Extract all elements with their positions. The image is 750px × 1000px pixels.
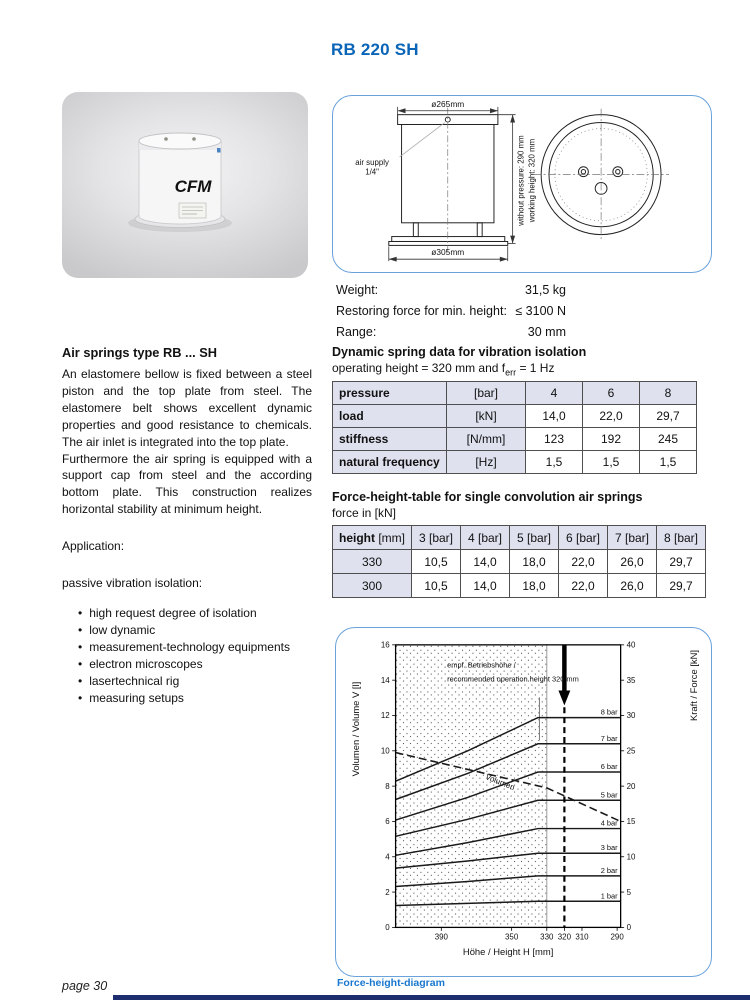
left-tick-label: 10 (380, 746, 390, 756)
spec-value: ≤ 3100 N (515, 304, 566, 318)
table-row (333, 405, 697, 428)
left-tick-label: 12 (380, 711, 390, 721)
top-bolt-hole (164, 137, 168, 141)
page-number: page 30 (62, 979, 108, 993)
force-cell: 18,0 (510, 574, 559, 598)
row-unit: [N/mm] (447, 428, 526, 451)
operation-height-arrow-head (558, 690, 570, 705)
valve-mark (217, 148, 221, 153)
cell-value: 29,7 (640, 405, 697, 428)
dim-arrow (500, 257, 508, 262)
application-subtitle: passive vibration isolation: (62, 576, 203, 590)
force-cell: 14,0 (461, 574, 510, 598)
table-row (333, 550, 706, 574)
cell-value: 123 (526, 428, 583, 451)
table-row (333, 428, 697, 451)
pressure-header-cell: 7 [bar] (608, 526, 657, 550)
right-axis-title: Kraft / Force [kN] (687, 649, 699, 722)
left-tick-label: 4 (385, 852, 390, 862)
dynamic-table-subheading (332, 361, 554, 377)
page-title: RB 220 SH (331, 40, 419, 59)
application-bullet: • electron microscopes (78, 656, 324, 673)
force-table-heading: Force-height-table for single convolution air springs (332, 490, 643, 504)
dim-arrow (398, 108, 406, 113)
force-cell: 10,5 (412, 550, 461, 574)
spec-row (336, 304, 566, 325)
force-cell: 22,0 (559, 574, 608, 598)
spec-value: 31,5 kg (524, 283, 566, 297)
subheading-suffix: = 1 Hz (516, 361, 555, 375)
force-height-table (332, 525, 706, 598)
cell-value: 245 (640, 428, 697, 451)
curve-label: 3 bar (600, 843, 618, 853)
cell-value: 8 (640, 382, 697, 405)
curve-label: 5 bar (600, 790, 618, 800)
force-cell: 29,7 (657, 574, 706, 598)
row-label: pressure (333, 382, 447, 405)
x-tick-label: 290 (610, 932, 624, 942)
force-cell: 26,0 (608, 550, 657, 574)
height-header-bold: height (339, 530, 375, 545)
product-photo (62, 92, 308, 278)
subheading-subscript: err (505, 367, 517, 378)
pressure-header-cell: 5 [bar] (510, 526, 559, 550)
base-plate (389, 241, 508, 245)
air-supply-size-label: 1/4" (365, 167, 379, 177)
spec-label: Weight: (336, 283, 379, 297)
pressure-header-cell: 6 [bar] (559, 526, 608, 550)
row-label: load (333, 405, 447, 428)
left-tick-label: 14 (380, 675, 390, 685)
top-bolt-hole (192, 137, 196, 141)
right-tick-label: 20 (626, 781, 636, 791)
description-paragraph-1: An elastomere bellow is fixed between a steel piston and the top plate from steel. The elastomere belt shows excellent dynamic properties and good resistance to chemicals. The air inlet is integrated into the top plate. (62, 367, 312, 449)
right-tick-label: 25 (626, 746, 636, 756)
row-unit: [bar] (447, 382, 526, 405)
dim-arrow (389, 257, 397, 262)
spec-value: 30 mm (527, 325, 566, 339)
right-tick-label: 0 (626, 923, 631, 933)
curve-label: 2 bar (600, 865, 618, 875)
spec-row (336, 325, 566, 346)
left-tick-label: 0 (385, 923, 390, 933)
bolt-hole (578, 167, 588, 177)
force-height-chart-panel (335, 627, 712, 977)
dim-arrow (510, 236, 515, 244)
cell-value: 6 (583, 382, 640, 405)
application-bullet: • measurement-technology equipments (78, 639, 324, 656)
spec-list (336, 283, 566, 346)
cell-value: 1,5 (640, 451, 697, 474)
x-axis-title: Höhe / Height H [mm] (462, 946, 554, 958)
spec-label: Restoring force for min. height: (336, 304, 507, 318)
cell-value: 192 (583, 428, 640, 451)
subheading-prefix: operating height = 320 mm and f (332, 361, 506, 375)
left-tick-label: 2 (385, 887, 390, 897)
force-cell: 10,5 (412, 574, 461, 598)
cell-value: 14,0 (526, 405, 583, 428)
working-height-label: working height: 320 mm (527, 138, 537, 223)
height-cell: 300 (333, 574, 412, 598)
dynamic-table-heading: Dynamic spring data for vibration isolation (332, 345, 587, 359)
row-unit: [kN] (447, 405, 526, 428)
force-height-diagram (336, 628, 708, 973)
bolt-hole-inner (581, 170, 585, 174)
application-block (62, 538, 324, 707)
application-bullet: • measuring setups (78, 690, 324, 707)
curve-label: 6 bar (600, 762, 618, 772)
row-unit: [Hz] (447, 451, 526, 474)
curve-label: 1 bar (600, 891, 618, 901)
table-row (333, 451, 697, 474)
cell-value: 22,0 (583, 405, 640, 428)
dim-bottom-label: ø305mm (431, 247, 465, 258)
force-cell: 29,7 (657, 550, 706, 574)
x-tick-label: 310 (575, 932, 589, 942)
right-tick-label: 35 (626, 675, 636, 685)
pressure-header-cell: 3 [bar] (412, 526, 461, 550)
footer-bar (113, 995, 750, 1000)
pressure-header-cell: 4 [bar] (461, 526, 510, 550)
dynamic-spring-table (332, 381, 697, 474)
force-table-subheading: force in [kN] (332, 506, 397, 520)
cell-value: 1,5 (583, 451, 640, 474)
application-label: Application: (62, 539, 125, 553)
chart-caption: Force-height-diagram (337, 977, 445, 989)
application-bullet: • low dynamic (78, 622, 324, 639)
bolt-hole-inner (616, 170, 620, 174)
leg (413, 223, 418, 237)
pressure-header-cell: 8 [bar] (657, 526, 706, 550)
application-bullet: • high request degree of isolation (78, 605, 324, 622)
row-label: stiffness (333, 428, 447, 451)
cell-value: 1,5 (526, 451, 583, 474)
bolt-hole (613, 167, 623, 177)
x-tick-label: 320 (557, 932, 571, 942)
cfm-logo: CFM (174, 177, 212, 196)
dim-arrow (510, 115, 515, 123)
force-cell: 14,0 (461, 550, 510, 574)
annotation-line-2: recommended operation height 320 mm (447, 674, 579, 684)
row-label: natural frequency (333, 451, 447, 474)
technical-drawing (333, 96, 708, 269)
right-tick-label: 15 (626, 817, 636, 827)
x-tick-label: 390 (434, 932, 448, 942)
height-header-unit: [mm] (375, 530, 405, 545)
dim-top-label: ø265mm (431, 98, 465, 109)
table-header-row (333, 526, 706, 550)
technical-drawing-panel (332, 95, 712, 273)
spec-label: Range: (336, 325, 377, 339)
application-list (62, 605, 324, 707)
right-tick-label: 30 (626, 711, 636, 721)
right-tick-label: 10 (626, 852, 636, 862)
description-text (62, 366, 312, 518)
cylinder-top-plate (139, 133, 221, 149)
product-photo-image (62, 92, 308, 278)
left-axis-title: Volumen / Volume V [l] (349, 681, 361, 777)
right-tick-label: 40 (626, 640, 636, 650)
force-cell: 18,0 (510, 550, 559, 574)
description-paragraph-2: Furthermore the air spring is equipped with a support cap from steel and the according bottom plate. This construction realizes horizontal stability at minimum height. (62, 451, 312, 517)
leg (477, 223, 482, 237)
spec-row (336, 283, 566, 304)
description-heading: Air springs type RB ... SH (62, 345, 218, 360)
volume-line-label: Volumen (484, 772, 517, 793)
annotation-line-1: empf. Betriebshöhe / (447, 660, 516, 670)
height-header-cell (333, 526, 412, 550)
dim-lines-height (498, 115, 516, 244)
x-tick-label: 350 (505, 932, 519, 942)
curve-label: 4 bar (600, 818, 618, 828)
table-row (333, 382, 697, 405)
left-tick-label: 16 (380, 640, 390, 650)
application-bullet: • lasertechnical rig (78, 673, 324, 690)
x-tick-label: 330 (540, 932, 554, 942)
air-supply-label: air supply (355, 157, 389, 167)
curve-label: 7 bar (600, 733, 618, 743)
right-tick-label: 5 (626, 887, 631, 897)
left-tick-label: 6 (385, 817, 390, 827)
bottom-plate (392, 237, 505, 242)
force-cell: 26,0 (608, 574, 657, 598)
table-row (333, 574, 706, 598)
curve-label: 8 bar (600, 707, 618, 717)
cell-value: 4 (526, 382, 583, 405)
height-cell: 330 (333, 550, 412, 574)
left-tick-label: 8 (385, 781, 390, 791)
dim-arrow (490, 108, 498, 113)
force-cell: 22,0 (559, 550, 608, 574)
without-pressure-label: without pressure: 290 mm (516, 135, 526, 226)
